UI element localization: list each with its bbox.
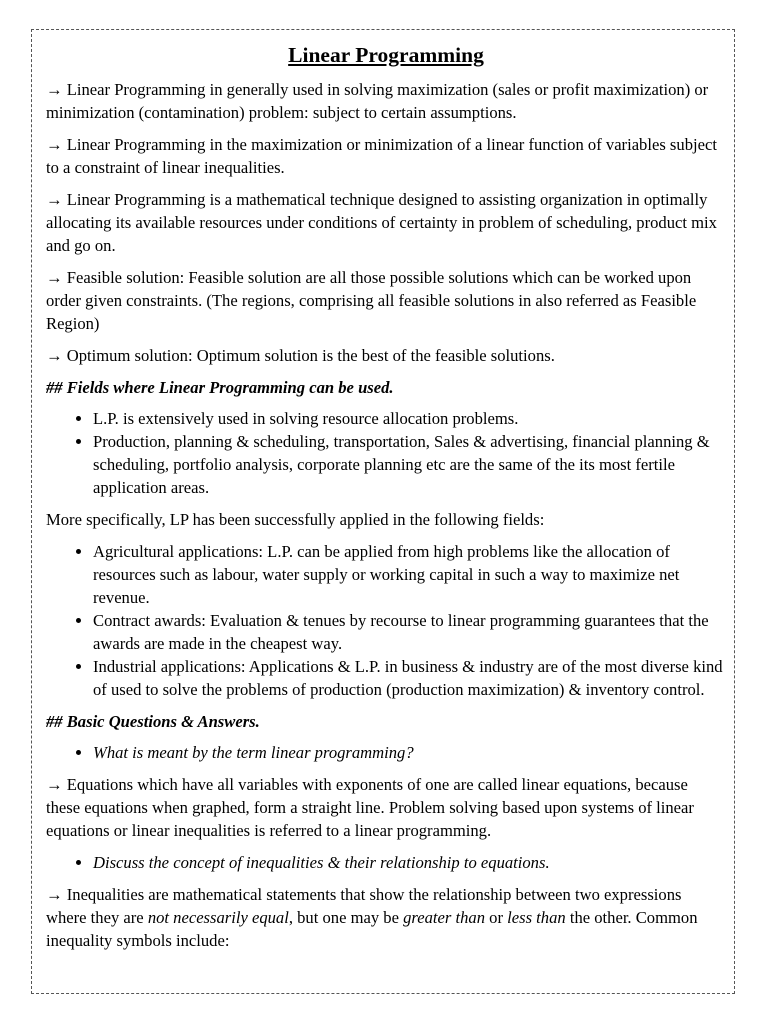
question-item: • Discuss the concept of inequalities & their relationship to equations. — [93, 851, 726, 874]
question-item: • What is meant by the term linear programming? — [93, 741, 726, 764]
answer-text: , but one may be — [288, 908, 404, 927]
intro-paragraph-1: → Linear Programming in generally used in solving maximization (sales or profit maximization) or minimization (contamination) problem: subject to certain assumptions. — [46, 80, 709, 122]
answer-paragraph-2 — [46, 883, 726, 952]
list-item: • Industrial applications: Applications & L.P. in business & industry are of the most diverse kind of used to solve the problems of production (production maximization) & inventory control. — [93, 655, 726, 701]
optimum-solution-paragraph: → Optimum solution: Optimum solution is the best of the feasible solutions. — [46, 346, 555, 365]
answer-text: → Inequalities are mathematical statements that show the relationship between two expressions where they are — [46, 885, 682, 927]
fields-heading: ## Fields where Linear Programming can be used. — [46, 378, 394, 397]
specific-fields-list — [46, 540, 726, 701]
question-list-2 — [46, 851, 726, 874]
list-item: • Agricultural applications: L.P. can be applied from high problems like the allocation of resources such as labour, water supply or working capital in such a way to maximize net revenue. — [93, 540, 726, 609]
answer-text: the other. Common inequality symbols include: — [46, 908, 698, 950]
qa-heading: ## Basic Questions & Answers. — [46, 712, 260, 731]
emphasis-text: greater than — [403, 908, 486, 927]
question-list-1 — [46, 741, 726, 764]
intro-paragraph-2: → Linear Programming in the maximization or minimization of a linear function of variables subject to a constraint of linear inequalities. — [46, 135, 717, 177]
list-item: • L.P. is extensively used in solving resource allocation problems. — [93, 407, 726, 430]
intro-paragraph-3: → Linear Programming is a mathematical technique designed to assisting organization in optimally allocating its available resources under conditions of certainty in problem of scheduling, product mix and go on. — [46, 190, 717, 255]
emphasis-text: less than — [507, 908, 566, 927]
list-item: • Production, planning & scheduling, transportation, Sales & advertising, financial planning & scheduling, portfolio analysis, corporate planning etc are the same of the its most fertile application areas. — [93, 430, 726, 499]
feasible-solution-paragraph: → Feasible solution: Feasible solution are all those possible solutions which can be worked upon order given constraints. (The regions, comprising all feasible solutions in also referred as Feasible Region) — [46, 268, 697, 333]
answer-paragraph-1: → Equations which have all variables with exponents of one are called linear equations, because these equations when graphed, form a straight line. Problem solving based upon systems of linear equations or linear inequalities is referred to a linear programming. — [46, 775, 694, 840]
answer-text: or — [485, 908, 508, 927]
page-title: Linear Programming — [288, 43, 484, 67]
emphasis-text: not necessarily equal — [147, 908, 289, 927]
document-body — [46, 40, 726, 961]
fields-list — [46, 407, 726, 499]
list-item: • Contract awards: Evaluation & tenues by recourse to linear programming guarantees that the awards are made in the cheapest way. — [93, 609, 726, 655]
specific-fields-intro: More specifically, LP has been successfully applied in the following fields: — [46, 510, 545, 529]
